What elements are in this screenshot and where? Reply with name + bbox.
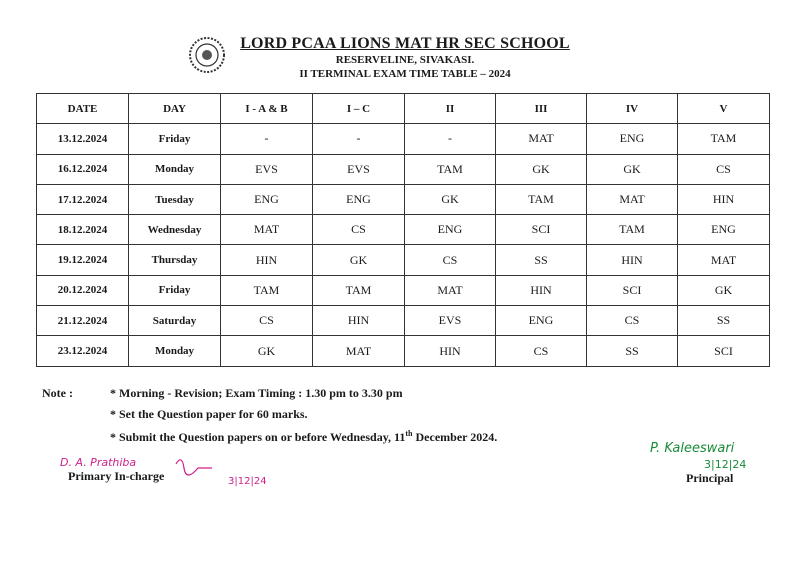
subject-cell: HIN <box>313 306 405 336</box>
subject-cell: - <box>405 124 496 154</box>
subject-cell: SCI <box>496 215 587 245</box>
subject-cell: SS <box>587 336 678 366</box>
exam-date: 23.12.2024 <box>37 336 129 366</box>
table-row <box>37 245 770 275</box>
subject-cell: HIN <box>221 245 313 275</box>
exam-day: Friday <box>129 275 221 305</box>
table-row <box>37 184 770 214</box>
subject-cell: ENG <box>496 306 587 336</box>
column-header: I - A & B <box>221 94 313 124</box>
table-header-row <box>37 94 770 124</box>
subject-cell: GK <box>496 154 587 184</box>
subject-cell: GK <box>221 336 313 366</box>
note-label: Note : <box>42 386 73 400</box>
left-signature-date: 3|12|24 <box>228 476 267 487</box>
column-header: IV <box>587 94 678 124</box>
subject-cell: CS <box>678 154 770 184</box>
exam-timetable <box>36 93 770 367</box>
timetable-title: II TERMINAL EXAM TIME TABLE – 2024 <box>299 68 511 80</box>
principal-signature <box>648 432 768 472</box>
exam-date: 19.12.2024 <box>37 245 129 275</box>
subject-cell: CS <box>405 245 496 275</box>
subject-cell: SS <box>496 245 587 275</box>
exam-date: 16.12.2024 <box>37 154 129 184</box>
subject-cell: ENG <box>405 215 496 245</box>
subject-cell: MAT <box>587 184 678 214</box>
right-signature-text: P. Kaleeswari <box>650 441 735 456</box>
subject-cell: GK <box>405 184 496 214</box>
subject-cell: ENG <box>678 215 770 245</box>
subject-cell: ENG <box>313 184 405 214</box>
subject-cell: - <box>313 124 405 154</box>
subject-cell: ENG <box>587 124 678 154</box>
subject-cell: EVS <box>221 154 313 184</box>
exam-day: Friday <box>129 124 221 154</box>
table-row <box>37 306 770 336</box>
column-header: DATE <box>37 94 129 124</box>
subject-cell: TAM <box>587 215 678 245</box>
subject-cell: CS <box>496 336 587 366</box>
column-header: V <box>678 94 770 124</box>
subject-cell: GK <box>587 154 678 184</box>
left-signature-text: D. A. Prathiba <box>60 456 137 469</box>
table-row <box>37 154 770 184</box>
subject-cell: SCI <box>587 275 678 305</box>
column-header: DAY <box>129 94 221 124</box>
subject-cell: ENG <box>221 184 313 214</box>
exam-date: 21.12.2024 <box>37 306 129 336</box>
subject-cell: MAT <box>678 245 770 275</box>
exam-day: Thursday <box>129 245 221 275</box>
note-exam-timing: * Morning - Revision; Exam Timing : 1.30 pm to 3.30 pm <box>110 386 403 400</box>
subject-cell: TAM <box>313 275 405 305</box>
subject-cell: TAM <box>678 124 770 154</box>
subject-cell: TAM <box>221 275 313 305</box>
primary-incharge-label: Primary In-charge <box>68 469 165 483</box>
table-row <box>37 124 770 154</box>
exam-date: 20.12.2024 <box>37 275 129 305</box>
subject-cell: CS <box>313 215 405 245</box>
subject-cell: CS <box>221 306 313 336</box>
subject-cell: MAT <box>496 124 587 154</box>
school-name: LORD PCAA LIONS MAT HR SEC SCHOOL <box>240 35 570 52</box>
note-marks: * Set the Question paper for 60 marks. <box>110 407 308 421</box>
subject-cell: HIN <box>496 275 587 305</box>
subject-cell: HIN <box>678 184 770 214</box>
exam-day: Monday <box>129 154 221 184</box>
subject-cell: EVS <box>313 154 405 184</box>
subject-cell: TAM <box>405 154 496 184</box>
subject-cell: GK <box>313 245 405 275</box>
table-row <box>37 215 770 245</box>
subject-cell: CS <box>587 306 678 336</box>
column-header: II <box>405 94 496 124</box>
column-header: I – C <box>313 94 405 124</box>
subject-cell: - <box>221 124 313 154</box>
subject-cell: SS <box>678 306 770 336</box>
subject-cell: TAM <box>496 184 587 214</box>
column-header: III <box>496 94 587 124</box>
exam-day: Saturday <box>129 306 221 336</box>
subject-cell: SCI <box>678 336 770 366</box>
exam-date: 18.12.2024 <box>37 215 129 245</box>
right-signature-date: 3|12|24 <box>704 458 747 471</box>
subject-cell: HIN <box>405 336 496 366</box>
exam-day: Monday <box>129 336 221 366</box>
note-submission: * Submit the Question papers on or before Wednesday, 11th December 2024. <box>110 429 498 444</box>
exam-date: 17.12.2024 <box>37 184 129 214</box>
exam-day: Wednesday <box>129 215 221 245</box>
subject-cell: HIN <box>587 245 678 275</box>
subject-cell: MAT <box>405 275 496 305</box>
subject-cell: MAT <box>313 336 405 366</box>
school-address: RESERVELINE, SIVAKASI. <box>335 54 475 66</box>
school-logo-icon <box>188 36 226 74</box>
subject-cell: MAT <box>221 215 313 245</box>
principal-label: Principal <box>686 471 734 485</box>
subject-cell: EVS <box>405 306 496 336</box>
subject-cell: GK <box>678 275 770 305</box>
table-row <box>37 275 770 305</box>
table-row <box>37 336 770 366</box>
exam-date: 13.12.2024 <box>37 124 129 154</box>
exam-day: Tuesday <box>129 184 221 214</box>
